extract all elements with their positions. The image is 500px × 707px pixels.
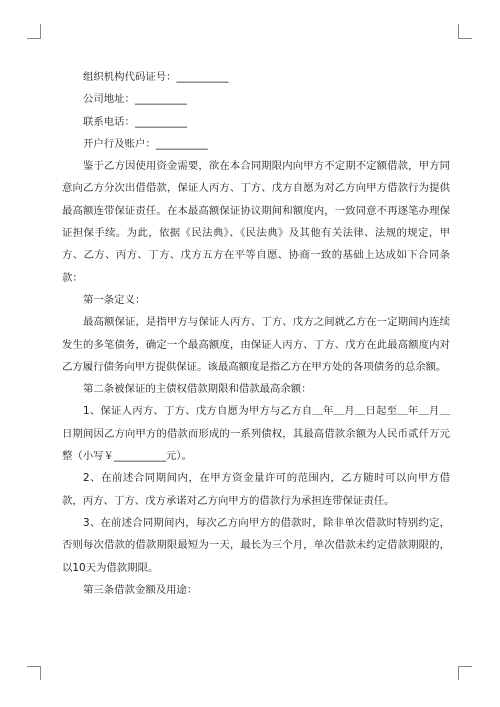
field-bank-account (62, 133, 450, 155)
crop-mark-top-right (458, 24, 459, 38)
field-address (62, 88, 450, 110)
field-blank: __________ (176, 71, 229, 83)
field-label: 组织机构代码证号： (83, 71, 177, 83)
crop-mark-bottom-left (27, 666, 41, 667)
field-blank: __________ (155, 137, 208, 150)
document-body (62, 66, 450, 601)
crop-mark-bottom-left (40, 666, 41, 680)
crop-mark-top-right (458, 38, 472, 39)
article-2-title: 第二条被保证的主债权借款期限和借款最高余额： (83, 383, 312, 396)
intro-paragraph: 鉴于乙方因使用资金需要，欲在本合同期限内向甲方不定期不定额借款，甲方同意向乙方分次出借借款，保证人丙方、丁方、戊方自愿为对乙方向甲方借款行为提供最高额连带保证责任。在本最高额保证协议期间和额度内，一致同意不再逐笔办理保证担保手续。为此，依据《民法典》、《民法典》及其他有关法律、法规的规定，甲方、乙方、丙方、丁方、戊方五方在平等自愿、协商一致的基础上达成如下合同条款： (62, 160, 450, 284)
field-label: 联系电话： (83, 115, 135, 128)
crop-mark-bottom-right (458, 666, 459, 680)
field-blank: __________ (134, 115, 187, 128)
article-1-body: 最高额保证，是指甲方与保证人丙方、丁方、戊方之间就乙方在一定期间内连续发生的多笔债务，确定一个最高额度，由保证人丙方、丁方、戊方在此最高额度内对乙方履行债务向甲方提供保证。该最高额度是指乙方在甲方处的各项债务的总余额。 (62, 316, 450, 373)
crop-mark-top-left (27, 38, 41, 39)
field-org-code (62, 66, 450, 88)
field-blank: __________ (134, 93, 187, 106)
field-label: 公司地址： (83, 93, 135, 106)
article-1-title: 第一条定义： (83, 293, 146, 306)
field-phone (62, 111, 450, 133)
crop-mark-top-left (40, 24, 41, 38)
article-3-title: 第三条借款金额及用途： (83, 583, 198, 596)
field-label: 开户行及账户： (83, 137, 156, 150)
article-2-clause-2: 2、在前述合同期间内，在甲方资金量许可的范围内，乙方随时可以向甲方借款，丙方、丁方、戊方承诺对乙方向甲方的借款行为承担连带保证责任。 (62, 472, 450, 507)
article-2-clause-1: 1、保证人丙方、丁方、戊方自愿为甲方与乙方自＿年＿月＿日起至＿年＿月＿日期间因乙方向甲方的借款而形成的一系列债权，其最高借款余额为人民币贰仟万元整（小写￥__________元）。 (62, 405, 450, 463)
article-2-clause-3: 3、在前述合同期间内，每次乙方向甲方的借款时，除非单次借款时特别约定，否则每次借款的借款期限最短为一天，最长为三个月，单次借款未约定借款期限的，以10天为借款期限。 (62, 516, 450, 574)
crop-mark-bottom-right (458, 666, 472, 667)
